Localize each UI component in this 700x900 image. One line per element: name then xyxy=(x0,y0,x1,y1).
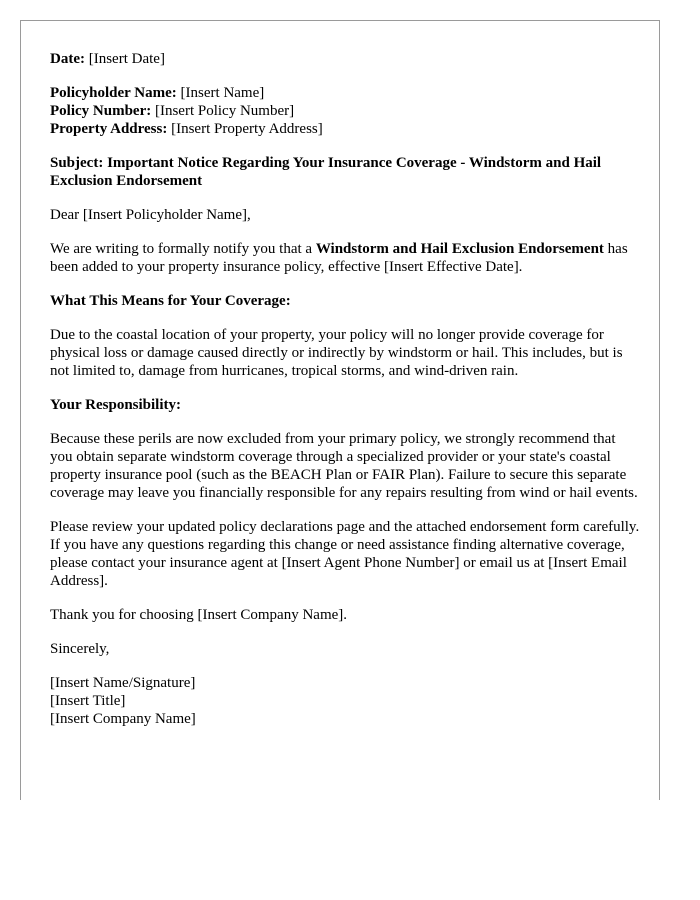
letter-page xyxy=(20,20,660,800)
subject-line xyxy=(50,154,640,190)
coverage-heading xyxy=(50,292,640,310)
responsibility-paragraph: Because these perils are now excluded from your primary policy, we strongly recommend that you obtain separate windstorm coverage through a specialized provider or your state's coastal property insurance pool (such as the BEACH Plan or FAIR Plan). Failure to secure this separate coverage may leave you financially responsible for any repairs resulting from wind or hail events. xyxy=(50,431,638,501)
signature-name: [Insert Name/Signature] xyxy=(50,675,196,691)
intro-text-before: We are writing to formally notify you that a xyxy=(50,241,316,257)
thanks-line: Thank you for choosing [Insert Company Name]. xyxy=(50,607,348,623)
policyholder-line xyxy=(50,84,640,102)
letter-body xyxy=(50,50,640,728)
policyholder-value: [Insert Name] xyxy=(176,85,265,101)
date-value: [Insert Date] xyxy=(84,51,165,67)
property-address-line xyxy=(50,120,640,138)
signature-block xyxy=(50,674,640,728)
intro-paragraph xyxy=(50,240,640,276)
intro-text-after: has been added to your property insurance policy, effective [Insert Effective Date]. xyxy=(50,241,628,275)
review-paragraph: Please review your updated policy declarations page and the attached endorsement form carefully. If you have any questions regarding this change or need assistance finding alternative coverage, please contact your insurance agent at [Insert Agent Phone Number] or email us at [Insert Email Address]. xyxy=(50,519,640,589)
policy-number-value: [Insert Policy Number] xyxy=(151,103,295,119)
responsibility-heading-text: Your Responsibility: xyxy=(50,397,182,413)
signature-company: [Insert Company Name] xyxy=(50,711,196,727)
coverage-heading-text: What This Means for Your Coverage: xyxy=(50,293,291,309)
policy-number-line xyxy=(50,102,640,120)
policy-info-block xyxy=(50,84,640,138)
policyholder-label: Policyholder Name: xyxy=(50,85,177,101)
property-address-label: Property Address: xyxy=(50,121,168,137)
subject-text: Subject: Important Notice Regarding Your Insurance Coverage - Windstorm and Hail Exclusion Endorsement xyxy=(50,155,602,189)
policy-number-label: Policy Number: xyxy=(50,103,152,119)
property-address-value: [Insert Property Address] xyxy=(167,121,323,137)
signature-title: [Insert Title] xyxy=(50,693,126,709)
salutation: Dear [Insert Policyholder Name], xyxy=(50,207,251,223)
responsibility-heading xyxy=(50,396,640,414)
closing-line: Sincerely, xyxy=(50,641,110,657)
date-line xyxy=(50,50,640,68)
endorsement-name: Windstorm and Hail Exclusion Endorsement xyxy=(315,241,604,257)
date-label: Date: xyxy=(50,51,85,67)
coverage-paragraph: Due to the coastal location of your property, your policy will no longer provide coverage for physical loss or damage caused directly or indirectly by windstorm or hail. This includes, but is not limited to, damage from hurricanes, tropical storms, and wind-driven rain. xyxy=(50,327,623,379)
